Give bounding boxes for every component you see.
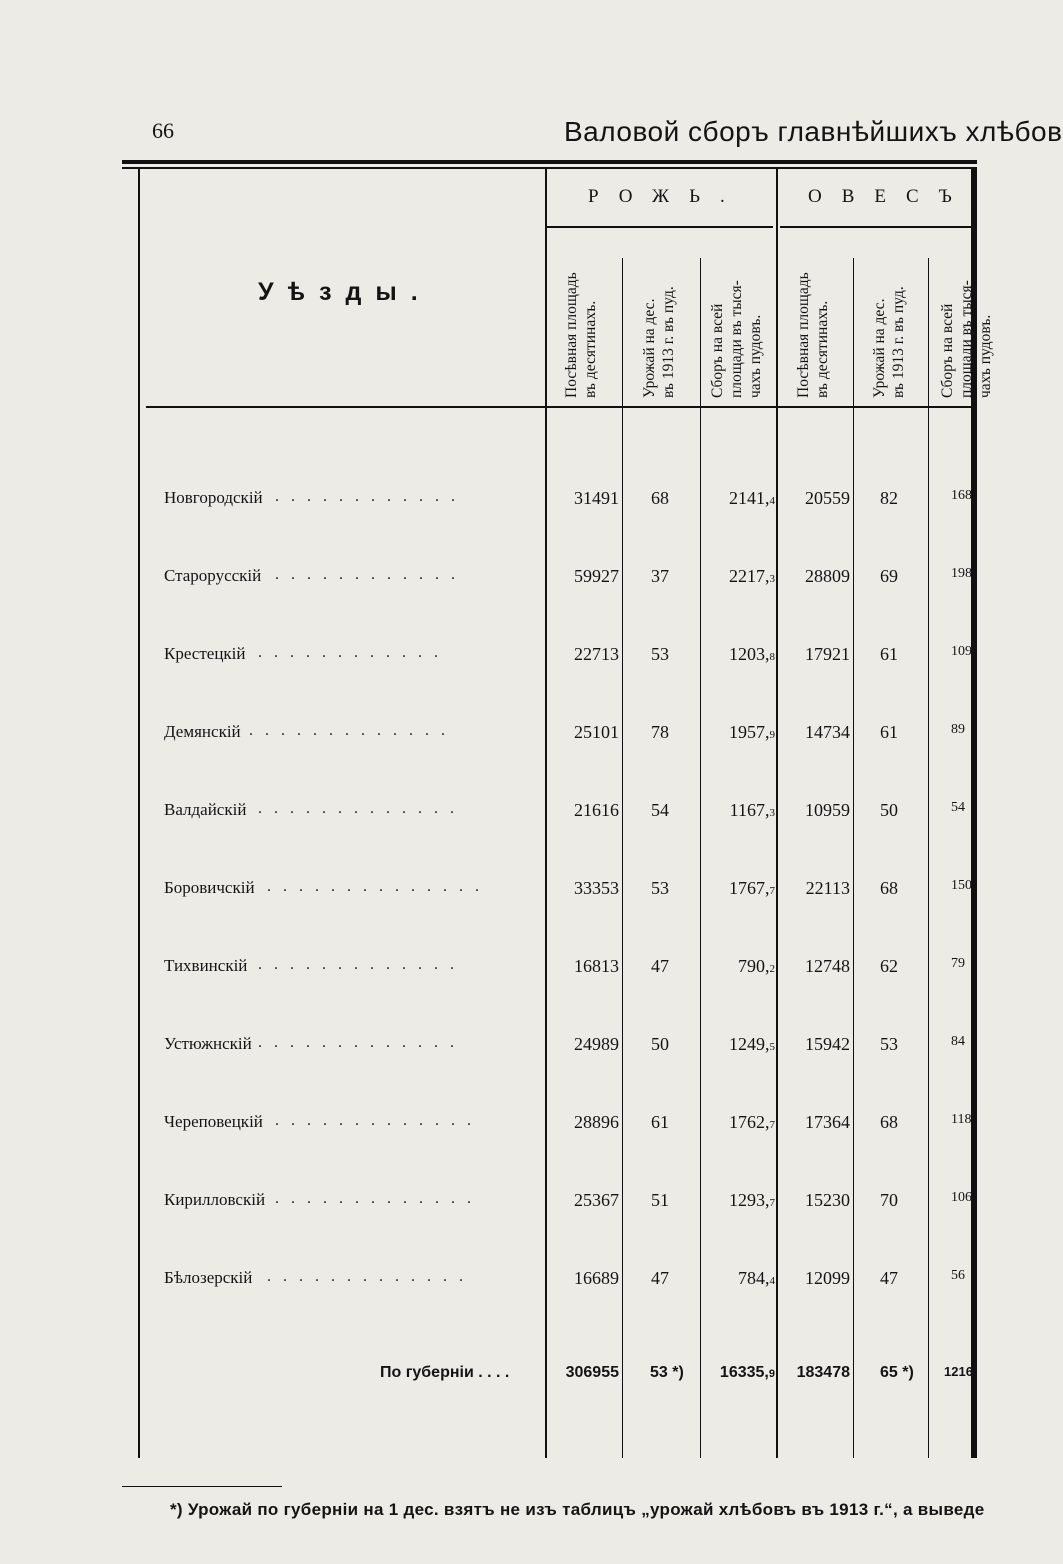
- oat-area: 20559: [805, 488, 850, 508]
- footnote: *) Урожай по губерніи на 1 дес. взятъ не изъ таблицъ „урожай хлѣбовъ въ 1913 г.“, а выведе: [170, 1500, 985, 1519]
- uezd-name: Боровичскій: [164, 878, 255, 897]
- oat-area: 28809: [805, 566, 850, 586]
- table-row: [0, 488, 977, 518]
- oat-area: 14734: [805, 722, 850, 742]
- rye-area: 59927: [574, 566, 619, 586]
- table-row: [0, 1268, 977, 1298]
- rye-area: 21616: [574, 800, 619, 820]
- rye-yield: 54: [651, 800, 669, 820]
- rye-area: 16813: [574, 956, 619, 976]
- group-header-oat: ОВЕСЪ.: [808, 186, 997, 207]
- rye-total: 1293,7: [729, 1190, 775, 1210]
- rye-yield: 51: [651, 1190, 669, 1210]
- leader-dots: . . . . . . . . . . . . .: [267, 1268, 467, 1285]
- oat-area: 17364: [805, 1112, 850, 1132]
- subheader-rye-area: Посѣвная площадь въ десятинахъ.: [563, 272, 599, 398]
- rye-area: 25367: [574, 1190, 619, 1210]
- uezd-name: Новгородскій: [164, 488, 263, 507]
- uezd-name: Крестецкій: [164, 644, 246, 663]
- rye-yield: 47: [651, 1268, 669, 1288]
- leader-dots: . . . . . . . . . . . . . .: [267, 878, 483, 895]
- rye-total: 1762,7: [729, 1112, 775, 1132]
- group-underline-oat: [780, 226, 977, 228]
- uezdy-header: Уѣзды.: [258, 278, 432, 306]
- uezd-name: Валдайскій: [164, 800, 247, 819]
- uezd-name: Старорусскій: [164, 566, 262, 585]
- oat-area: 12748: [805, 956, 850, 976]
- leader-dots: . . . . . . . . . . . . .: [275, 1112, 475, 1129]
- header-rule-thin: [122, 167, 977, 169]
- oat-yield: 69: [880, 566, 898, 586]
- subheader-rye-yield: Урожай на дес. въ 1913 г. въ пуд.: [641, 286, 677, 398]
- oat-yield: 61: [880, 644, 898, 664]
- leader-dots: . . . . . . . . . . . . .: [249, 722, 449, 739]
- oat-total: 79: [951, 956, 965, 971]
- oat-total: 118: [951, 1112, 972, 1127]
- group-underline-rye: [547, 226, 773, 228]
- table-row: [0, 566, 977, 596]
- rye-total: 2217,3: [729, 566, 775, 586]
- leader-dots: . . . . . . . . . . . .: [275, 566, 459, 583]
- rye-total: 2141,4: [729, 488, 775, 508]
- rye-total: 1203,8: [729, 644, 775, 664]
- leader-dots: . . . . . . . . . . . . .: [258, 800, 458, 817]
- total-oat-total: 1216: [944, 1364, 973, 1379]
- total-rye-yield: 53 *): [650, 1364, 684, 1381]
- table-row: [0, 644, 977, 674]
- oat-yield: 53: [880, 1034, 898, 1054]
- oat-total: 56: [951, 1268, 965, 1283]
- oat-area: 22113: [805, 878, 850, 898]
- total-oat-yield: 65 *): [880, 1364, 914, 1381]
- uezd-name: Демянскій: [164, 722, 241, 741]
- table-row: [0, 956, 977, 986]
- rye-area: 24989: [574, 1034, 619, 1054]
- rye-yield: 68: [651, 488, 669, 508]
- table-row: [0, 1034, 977, 1064]
- rye-area: 22713: [574, 644, 619, 664]
- rye-total: 784,4: [738, 1268, 775, 1288]
- oat-total: 168: [951, 488, 972, 503]
- leader-dots: . . . . . . . . . . . .: [275, 488, 459, 505]
- rye-yield: 53: [651, 878, 669, 898]
- oat-yield: 47: [880, 1268, 898, 1288]
- rye-area: 25101: [574, 722, 619, 742]
- oat-total: 106: [951, 1190, 972, 1205]
- rye-yield: 78: [651, 722, 669, 742]
- header-rule-thick: [122, 160, 977, 164]
- oat-yield: 68: [880, 878, 898, 898]
- total-label: По губерніи . . . .: [380, 1364, 510, 1381]
- total-rye-area: 306955: [565, 1364, 619, 1381]
- rye-area: 16689: [574, 1268, 619, 1288]
- leader-dots: . . . . . . . . . . . . .: [275, 1190, 475, 1207]
- rye-yield: 53: [651, 644, 669, 664]
- table-row: [0, 800, 977, 830]
- uezd-name: Череповецкій: [164, 1112, 263, 1131]
- subheader-oat-area: Посѣвная площадь въ десятинахъ.: [795, 272, 831, 398]
- oat-yield: 62: [880, 956, 898, 976]
- leader-dots: . . . . . . . . . . . .: [258, 644, 442, 661]
- total-rye-total: 16335,9: [719, 1364, 775, 1381]
- footnote-rule: [122, 1486, 282, 1487]
- oat-area: 15942: [805, 1034, 850, 1054]
- rye-total: 1767,7: [729, 878, 775, 898]
- oat-yield: 82: [880, 488, 898, 508]
- rye-area: 31491: [574, 488, 619, 508]
- oat-area: 12099: [805, 1268, 850, 1288]
- page-title: Валовой сборъ главнѣйшихъ хлѣбов: [564, 116, 1063, 147]
- oat-yield: 61: [880, 722, 898, 742]
- group-header-rye: РОЖЬ.: [588, 186, 745, 207]
- rye-area: 33353: [574, 878, 619, 898]
- uezd-name: Устюжнскій: [164, 1034, 252, 1053]
- uezd-name: Кирилловскій: [164, 1190, 266, 1209]
- total-oat-area: 183478: [796, 1364, 850, 1381]
- oat-total: 89: [951, 722, 965, 737]
- rye-total: 790,2: [738, 956, 775, 976]
- oat-total: 198: [951, 566, 972, 581]
- oat-area: 17921: [805, 644, 850, 664]
- oat-area: 15230: [805, 1190, 850, 1210]
- rye-yield: 37: [651, 566, 669, 586]
- rye-yield: 47: [651, 956, 669, 976]
- oat-yield: 70: [880, 1190, 898, 1210]
- rye-yield: 61: [651, 1112, 669, 1132]
- table-row: [0, 1190, 977, 1220]
- oat-area: 10959: [805, 800, 850, 820]
- subheader-rye-total: Сборъ на всей площади въ тыся- чахъ пудовъ.: [709, 280, 764, 398]
- uezd-name: Тихвинскій: [164, 956, 248, 975]
- table-row: [0, 878, 977, 908]
- leader-dots: . . . . . . . . . . . . .: [258, 956, 458, 973]
- subheader-oat-yield: Урожай на дес. въ 1913 г. въ пуд.: [871, 286, 907, 398]
- table-row: [0, 722, 977, 752]
- rye-yield: 50: [651, 1034, 669, 1054]
- oat-yield: 50: [880, 800, 898, 820]
- page-number: 66: [152, 118, 174, 143]
- leader-dots: . . . . . . . . . . . . .: [258, 1034, 458, 1051]
- rye-total: 1249,5: [729, 1034, 775, 1054]
- oat-total: 84: [951, 1034, 965, 1049]
- oat-total: 109: [951, 644, 972, 659]
- uezd-name: Бѣлозерскій: [164, 1268, 253, 1287]
- subheader-oat-total: Сборъ на всей площади въ тыся- чахъ пудовъ.: [939, 280, 994, 398]
- total-row: [0, 1364, 977, 1394]
- oat-total: 54: [951, 800, 965, 815]
- oat-total: 150: [951, 878, 972, 893]
- rye-total: 1957,9: [729, 722, 775, 742]
- oat-yield: 68: [880, 1112, 898, 1132]
- table-row: [0, 1112, 977, 1142]
- rye-area: 28896: [574, 1112, 619, 1132]
- rye-total: 1167,3: [729, 800, 775, 820]
